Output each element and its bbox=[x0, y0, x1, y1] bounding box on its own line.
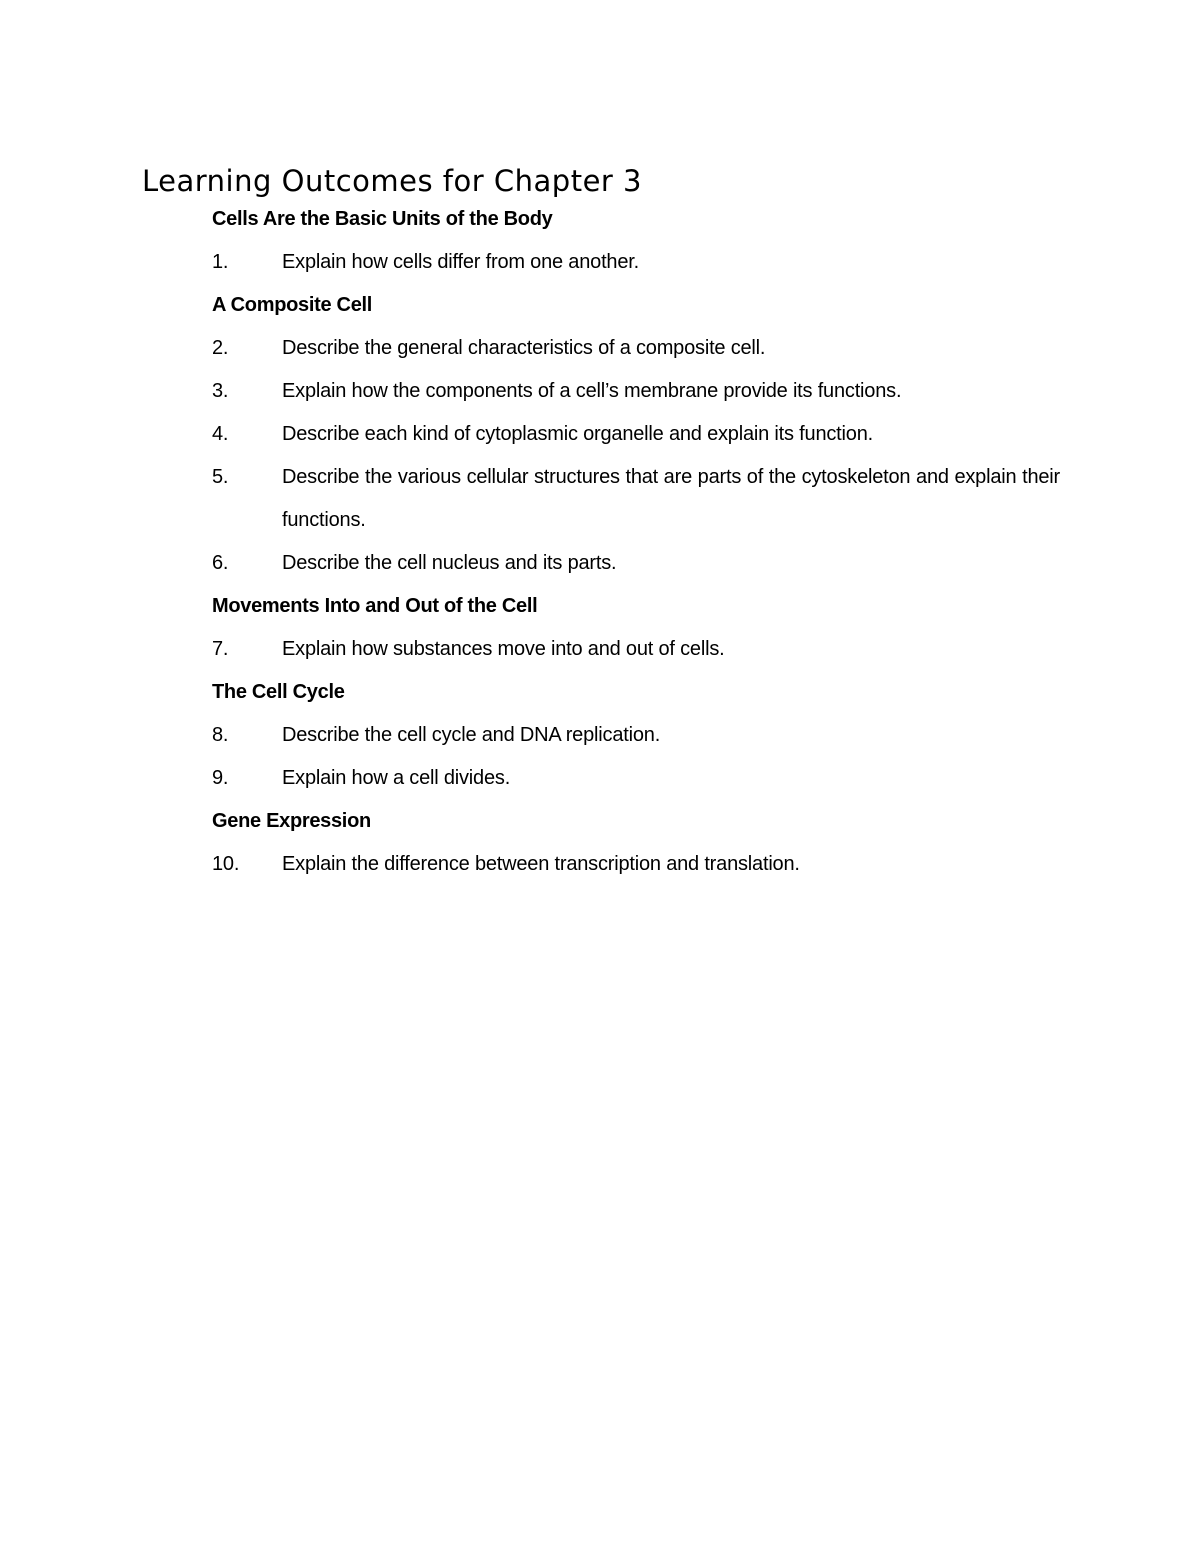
section-movements bbox=[212, 591, 1060, 677]
list-item bbox=[212, 247, 1060, 290]
item-number: 3. bbox=[212, 380, 229, 402]
item-number: 4. bbox=[212, 423, 229, 445]
item-text: Describe the cell cycle and DNA replication. bbox=[282, 724, 661, 746]
section-gene-expression bbox=[212, 806, 1060, 892]
item-number: 9. bbox=[212, 767, 229, 789]
item-text: Explain how substances move into and out of cells. bbox=[282, 638, 725, 660]
item-number: 8. bbox=[212, 724, 229, 746]
item-text: Explain how the components of a cell’s membrane provide its functions. bbox=[282, 380, 902, 402]
list-item bbox=[212, 462, 1060, 548]
item-text: Explain the difference between transcription and translation. bbox=[282, 853, 800, 875]
section-cell-cycle bbox=[212, 677, 1060, 806]
item-number: 5. bbox=[212, 466, 229, 488]
list-item bbox=[212, 849, 1060, 892]
item-number: 10. bbox=[212, 853, 240, 875]
list-item bbox=[212, 634, 1060, 677]
item-number: 7. bbox=[212, 638, 229, 660]
item-text: Describe the various cellular structures that are parts of the cytoskeleton and explain their functions. bbox=[282, 466, 1060, 531]
section-cells-basic-units bbox=[212, 204, 1060, 290]
item-text: Describe each kind of cytoplasmic organelle and explain its function. bbox=[282, 423, 873, 445]
page-title: Learning Outcomes for Chapter 3 bbox=[142, 164, 643, 198]
item-text: Explain how a cell divides. bbox=[282, 767, 511, 789]
section-heading: The Cell Cycle bbox=[212, 681, 345, 703]
section-heading: Movements Into and Out of the Cell bbox=[212, 595, 538, 617]
item-number: 2. bbox=[212, 337, 229, 359]
section-heading: Gene Expression bbox=[212, 810, 371, 832]
item-number: 6. bbox=[212, 552, 229, 574]
item-text: Describe the general characteristics of a composite cell. bbox=[282, 337, 766, 359]
section-heading: Cells Are the Basic Units of the Body bbox=[212, 208, 553, 230]
section-composite-cell bbox=[212, 290, 1060, 591]
item-number: 1. bbox=[212, 251, 229, 273]
section-heading: A Composite Cell bbox=[212, 294, 373, 316]
item-text: Describe the cell nucleus and its parts. bbox=[282, 552, 617, 574]
list-item bbox=[212, 548, 1060, 591]
item-text: Explain how cells differ from one another. bbox=[282, 251, 639, 273]
outcomes-list bbox=[212, 204, 1060, 892]
list-item bbox=[212, 763, 1060, 806]
